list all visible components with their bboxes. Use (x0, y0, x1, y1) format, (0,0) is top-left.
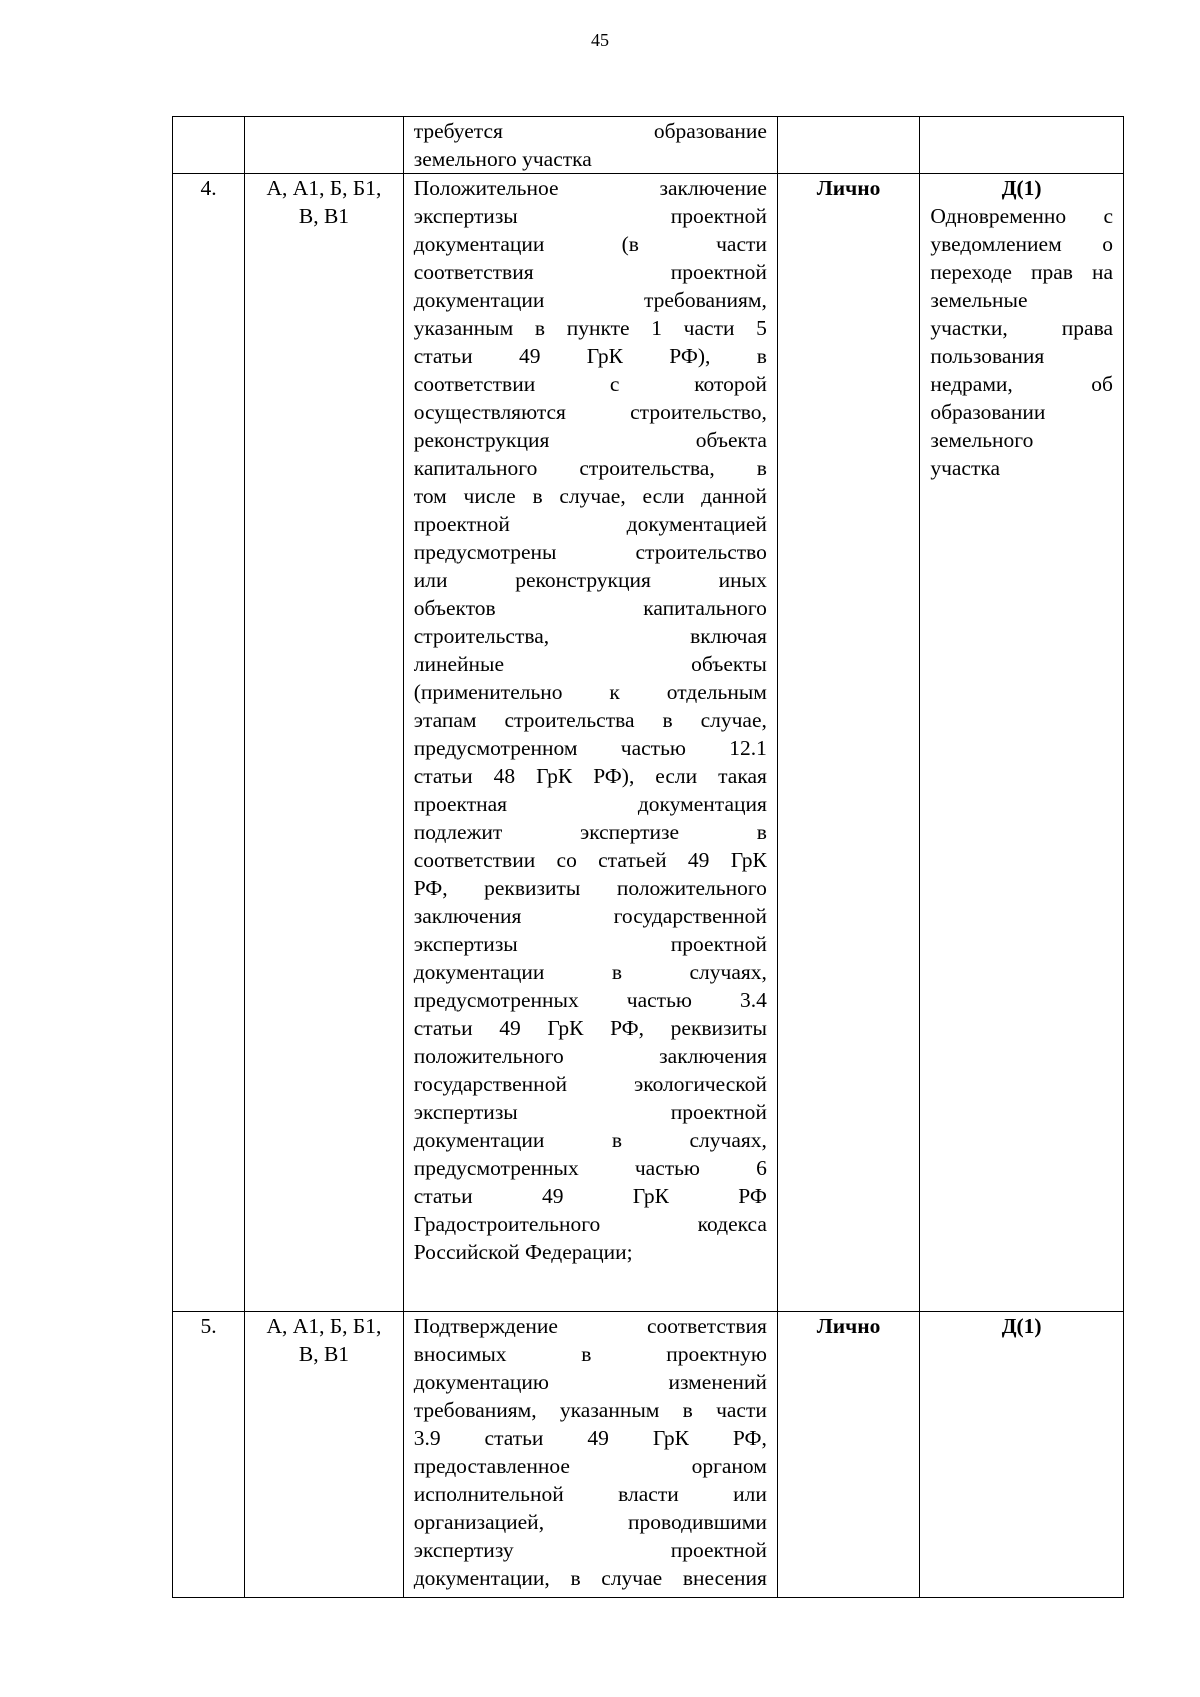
text-line: государственной экологической (413, 1072, 767, 1096)
table-row-5 (173, 1312, 1124, 1598)
term-title: Д(1) (1001, 1314, 1042, 1338)
text-line: документации, в случае внесения (413, 1566, 767, 1590)
text-line: подлежит экспертизе в (413, 820, 767, 844)
text-line: предусмотренных частью 3.4 (413, 988, 767, 1012)
text-line: документации требованиям, (413, 288, 767, 312)
text-line: Одновременно с (930, 204, 1113, 228)
text-line: экспертизы проектной (413, 204, 767, 228)
text-line: или реконструкция иных (413, 568, 767, 592)
text-line: предусмотренных частью 6 (413, 1156, 767, 1180)
text-line: статьи 48 ГрК РФ), если такая (413, 764, 767, 788)
text-line: заключения государственной (413, 904, 767, 928)
text-line: (применительно к отдельным (413, 680, 767, 704)
text-line: соответствия проектной (413, 260, 767, 284)
row-number-cell (173, 117, 245, 174)
text-line: соответствии со статьей 49 ГрК (413, 848, 767, 872)
table-row-4 (173, 174, 1124, 1312)
text-line: уведомлением о (930, 232, 1113, 256)
text-line: указанным в пункте 1 части 5 (413, 316, 767, 340)
text-line: экспертизы проектной (413, 1100, 767, 1124)
text-line: том числе в случае, если данной (413, 484, 767, 508)
page-number: 45 (591, 30, 609, 50)
text-line: предусмотрены строительство (413, 540, 767, 564)
term-cell (920, 174, 1124, 1312)
text-line: статьи 49 ГрК РФ, реквизиты (413, 1016, 767, 1040)
requirements-table (172, 116, 1124, 1598)
form-cell: Лично (777, 1312, 919, 1598)
category-cell: А, А1, Б, Б1, В, В1 (245, 174, 404, 1312)
text-line: строительства, включая (413, 624, 767, 648)
text-line: объектов капитального (413, 596, 767, 620)
table-row-continuation (173, 117, 1124, 174)
form-cell (777, 117, 919, 174)
text-line: соответствии с которой (413, 372, 767, 396)
text-line: требованиям, указанным в части (413, 1398, 767, 1422)
text-line: документации в случаях, (413, 960, 767, 984)
text-line: этапам строительства в случае, (413, 708, 767, 732)
text-line: участка (930, 456, 1001, 480)
form-cell: Лично (777, 174, 919, 1312)
term-title: Д(1) (1001, 176, 1042, 200)
text-line: исполнительной власти или (413, 1482, 767, 1506)
text-line: проектная документация (413, 792, 767, 816)
text-line: осуществляются строительство, (413, 400, 767, 424)
text-line: документации в случаях, (413, 1128, 767, 1152)
text-line: статьи 49 ГрК РФ), в (413, 344, 767, 368)
text-line: капитального строительства, в (413, 456, 767, 480)
text-line: Подтверждение соответствия (413, 1314, 767, 1338)
document-cell (403, 174, 777, 1312)
document-line: требуется образование (413, 119, 767, 143)
text-line: экспертизы проектной (413, 932, 767, 956)
text-line: документацию изменений (413, 1370, 767, 1394)
text-line: линейные объекты (413, 652, 767, 676)
document-line: земельного участка (413, 147, 592, 171)
text-line: положительного заключения (413, 1044, 767, 1068)
text-line: документации (в части (413, 232, 767, 256)
term-cell (920, 1312, 1124, 1598)
term-cell (920, 117, 1124, 174)
text-line: 3.9 статьи 49 ГрК РФ, (413, 1426, 767, 1450)
text-line: предусмотренном частью 12.1 (413, 736, 767, 760)
category-cell (245, 117, 404, 174)
text-line: недрами, об (930, 372, 1113, 396)
text-line: Градостроительного кодекса (413, 1212, 767, 1236)
category-cell: А, А1, Б, Б1, В, В1 (245, 1312, 404, 1598)
text-line: переходе прав на (930, 260, 1113, 284)
document-cell (403, 117, 777, 174)
text-line: организацией, проводившими (413, 1510, 767, 1534)
text-line: земельные (930, 288, 1028, 312)
text-line: РФ, реквизиты положительного (413, 876, 767, 900)
text-line: пользования (930, 344, 1045, 368)
text-line: образовании (930, 400, 1046, 424)
text-line: реконструкция объекта (413, 428, 767, 452)
row-number-cell: 4. (173, 174, 245, 1312)
document-cell (403, 1312, 777, 1598)
text-line: предоставленное органом (413, 1454, 767, 1478)
text-line: вносимых в проектную (413, 1342, 767, 1366)
text-line: экспертизу проектной (413, 1538, 767, 1562)
text-line: Положительное заключение (413, 176, 767, 200)
row-number-cell: 5. (173, 1312, 245, 1598)
text-line: земельного (930, 428, 1034, 452)
text-line: проектной документацией (413, 512, 767, 536)
text-line: статьи 49 ГрК РФ (413, 1184, 767, 1208)
text-line: Российской Федерации; (413, 1240, 633, 1264)
text-line: участки, права (930, 316, 1113, 340)
